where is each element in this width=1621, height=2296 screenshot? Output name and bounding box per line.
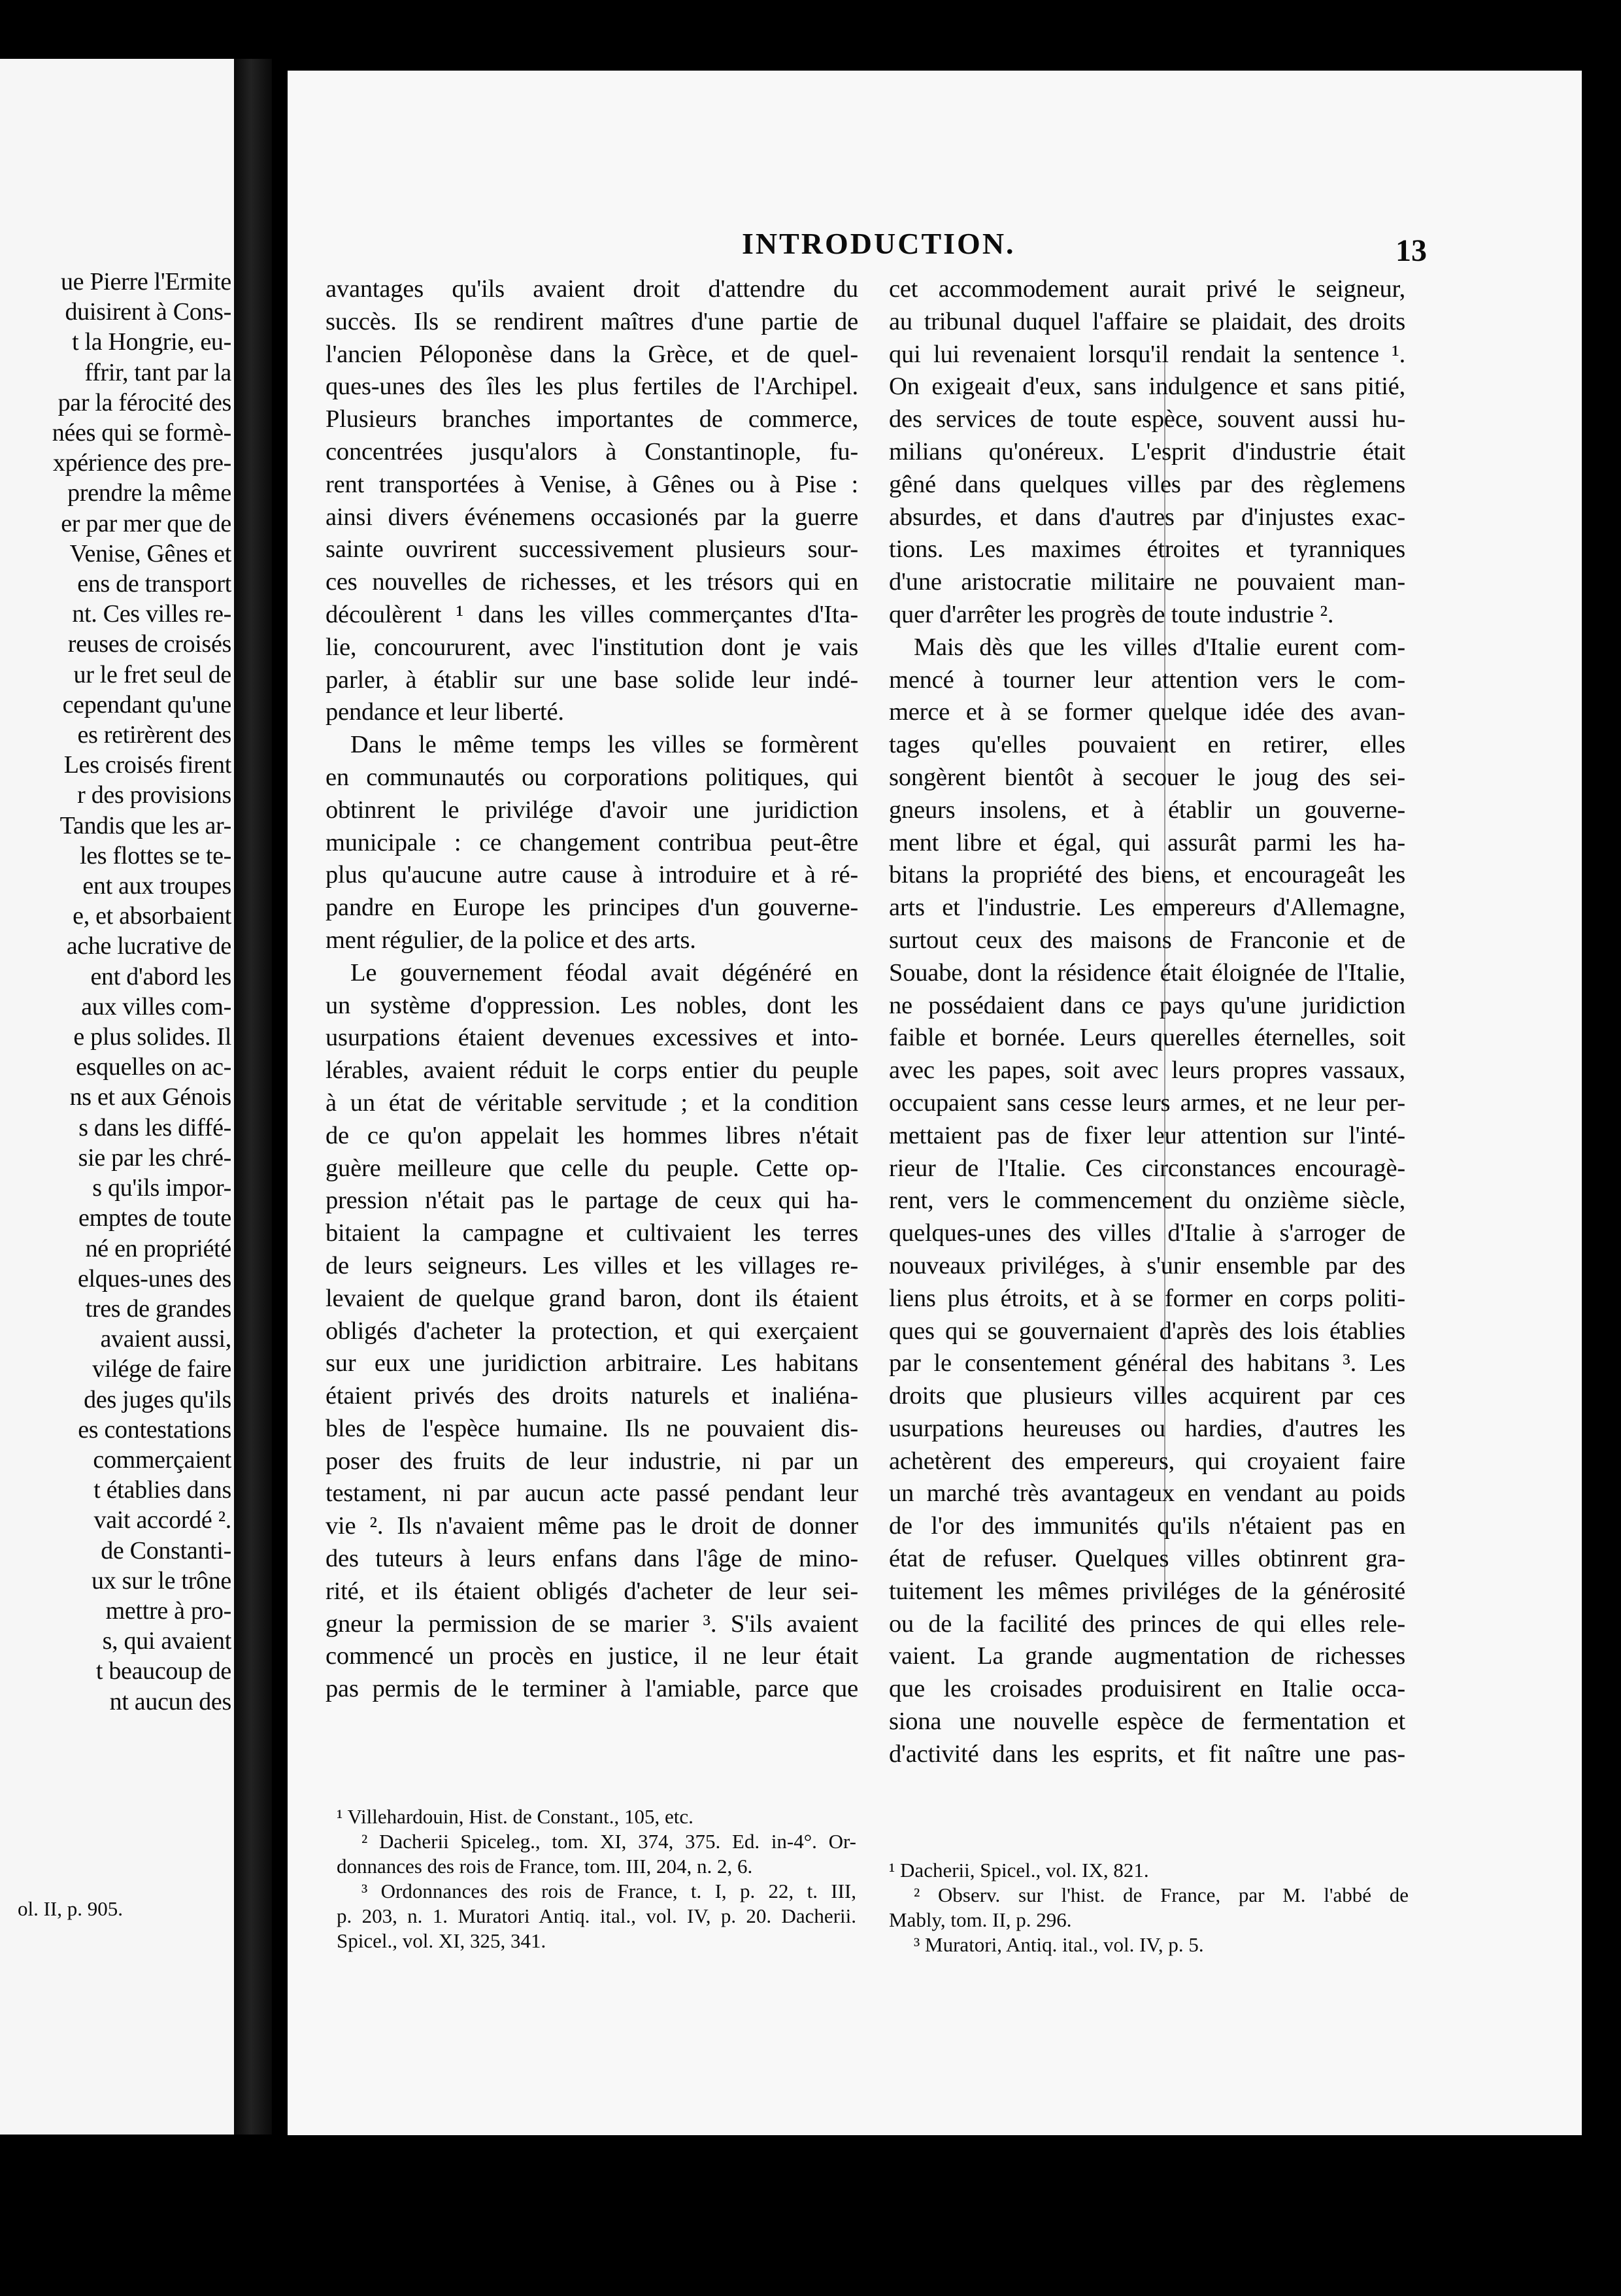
text-line: ques qui se gouvernaient d'après des lois établies	[889, 1317, 1405, 1345]
previous-page-line: ns et aux Génois	[69, 1083, 231, 1111]
text-line: bitans la propriété des biens, et encourageât les	[889, 861, 1405, 889]
text-line: droits que plusieurs villes acquirent par ces	[889, 1382, 1405, 1410]
text-line: lie, concoururent, avec l'institution dont je vais	[326, 633, 858, 661]
previous-page-line: par la férocité des	[58, 388, 231, 416]
text-line: cet accommodement aurait privé le seigneur,	[889, 275, 1405, 303]
previous-page-line: Les croisés firent	[63, 751, 231, 779]
text-line: usurpations heureuses ou hardies, d'autres les	[889, 1414, 1405, 1442]
text-line: vie ². Ils n'avaient même pas le droit de donner	[326, 1512, 858, 1540]
previous-page-line: des juges qu'ils	[84, 1385, 231, 1413]
previous-page-line: e, et absorbaient	[73, 902, 231, 930]
text-line: usurpations étaient devenues excessives et into-	[326, 1024, 858, 1052]
previous-page-line: nt. Ces villes re-	[72, 600, 231, 628]
text-line: siona une nouvelle espèce de fermentation et	[889, 1708, 1405, 1736]
text-line: songèrent bientôt à secouer le joug des sei-	[889, 763, 1405, 791]
text-line: Souabe, dont la résidence était éloignée de l'Italie,	[889, 958, 1405, 987]
text-line: sainte ouvrirent successivement plusieurs sour-	[326, 535, 858, 564]
text-line: au tribunal duquel l'affaire se plaidait, des droits	[889, 307, 1405, 335]
text-line: plus qu'aucune autre cause à introduire et à ré-	[326, 861, 858, 889]
text-line: de l'or des immunités qu'ils n'étaient pas en	[889, 1512, 1405, 1540]
text-line: avantages qu'ils avaient droit d'attendre du	[326, 275, 858, 303]
text-line: Le gouvernement féodal avait dégénéré en	[350, 958, 858, 987]
current-page	[288, 71, 1582, 2135]
text-line: étaient privés des droits naturels et inaliéna-	[326, 1382, 858, 1410]
text-line: municipale : ce changement contribua peut-être	[326, 828, 858, 856]
text-line: qui lui revenaient lorsqu'il rendait la sentence ¹.	[889, 340, 1405, 368]
previous-page-line: de Constanti-	[101, 1536, 231, 1564]
text-line: à un état de véritable servitude ; et la condition	[326, 1089, 858, 1117]
text-line: commencé un procès en justice, il ne leur était	[326, 1642, 858, 1670]
text-line: bitaient la campagne et cultivaient les terres	[326, 1219, 858, 1247]
text-line: absurdes, et dans d'autres par d'injustes exac-	[889, 503, 1405, 531]
text-line: des services de toute espèce, souvent aussi hu-	[889, 405, 1405, 433]
text-line: un marché très avantageux en vendant au poids	[889, 1479, 1405, 1508]
left-column-footnotes	[337, 1804, 856, 1953]
previous-page-line: ur le fret seul de	[73, 660, 231, 688]
previous-page-line: ache lucrative de	[66, 932, 231, 960]
text-line: testament, ni par aucun acte passé pendant leur	[326, 1479, 858, 1508]
text-line: pendance et leur liberté.	[326, 698, 564, 726]
previous-page-line: t la Hongrie, eu-	[72, 328, 231, 356]
text-line: milians qu'onéreux. L'esprit d'industrie était	[889, 437, 1405, 465]
previous-page-line: Tandis que les ar-	[59, 811, 231, 839]
text-line: rent, vers le commencement du onzième siècle,	[889, 1187, 1405, 1215]
previous-page-line: cependant qu'une	[62, 690, 231, 718]
text-line: rité, et ils étaient obligés d'acheter de leur sei-	[326, 1577, 858, 1605]
text-line: obligés d'acheter la protection, et qui exerçaient	[326, 1317, 858, 1345]
previous-page-line: t beaucoup de	[95, 1657, 231, 1685]
previous-page-line: prendre la même	[67, 479, 231, 507]
previous-page-line: nt aucun des	[109, 1687, 231, 1715]
text-line: pression n'était pas le partage de ceux qui ha-	[326, 1187, 858, 1215]
text-line: achetèrent des empereurs, qui croyaient faire	[889, 1447, 1405, 1475]
text-line: liens plus étroits, et à se former en corps politi-	[889, 1284, 1405, 1312]
text-line: faible et bornée. Leurs querelles éternelles, soit	[889, 1024, 1405, 1052]
previous-page-text	[52, 267, 231, 1717]
previous-page-line: es retirèrent des	[77, 721, 231, 749]
text-line: avec les papes, soit avec leurs propres vassaux,	[889, 1056, 1405, 1085]
page-fold-shadow	[234, 59, 272, 2135]
text-line: tages qu'elles pouvaient en retirer, elles	[889, 731, 1405, 759]
previous-page-line: elques-unes des	[77, 1264, 231, 1292]
text-line: merce et à se former quelque idée des avan-	[889, 698, 1405, 726]
previous-page-line: t établies dans	[93, 1476, 231, 1504]
text-line: ment libre et égal, qui assurât parmi les ha-	[889, 828, 1405, 856]
text-line: ques-unes des îles les plus fertiles de l'Archipel.	[326, 373, 858, 401]
footnote-line: donnances des rois de France, tom. III, 204, n. 2, 6.	[337, 1855, 753, 1878]
text-line: ment régulier, de la police et des arts.	[326, 926, 696, 954]
previous-page-line: s dans les diffé-	[78, 1113, 231, 1141]
text-line: état de refuser. Quelques villes obtinrent gra-	[889, 1545, 1405, 1573]
text-line: de ce qu'on appelait les hommes libres n'était	[326, 1121, 858, 1149]
previous-page-line: ens de transport	[77, 570, 231, 598]
previous-page-line: aux villes com-	[81, 992, 231, 1021]
previous-page-line: ffrir, tant par la	[84, 358, 231, 386]
footnote-line: ² Observ. sur l'hist. de France, par M. l'abbé de	[914, 1883, 1409, 1906]
previous-page-line: s qu'ils impor-	[92, 1174, 231, 1202]
text-line: rent transportées à Venise, à Gênes ou à Pise :	[326, 470, 858, 498]
text-line: rieur de l'Italie. Ces circonstances encouragè-	[889, 1154, 1405, 1182]
text-line: arts et l'industrie. Les empereurs d'Allemagne,	[889, 894, 1405, 922]
text-line: obtinrent le privilége d'avoir une juridiction	[326, 796, 858, 824]
text-line: Dans le même temps les villes se formèrent	[350, 731, 858, 759]
text-line: Mais dès que les villes d'Italie eurent com-	[914, 633, 1405, 661]
previous-page-footnote: ol. II, p. 905.	[17, 1897, 123, 1920]
text-line: nouveaux priviléges, à s'unir ensemble par des	[889, 1251, 1405, 1279]
right-column-footnotes	[889, 1858, 1409, 1957]
footnote-line: Spicel., vol. XI, 325, 341.	[337, 1929, 546, 1952]
previous-page-line: ent d'abord les	[90, 962, 231, 990]
text-line: guère meilleure que celle du peuple. Cette op-	[326, 1154, 858, 1182]
footnote-line: p. 203, n. 1. Muratori Antiq. ital., vol. IV, p. 20. Dacherii.	[337, 1904, 856, 1927]
text-line: tions. Les maximes étroites et tyranniques	[889, 535, 1405, 564]
text-line: gêné dans quelques villes par des règlemens	[889, 470, 1405, 498]
text-line: concentrées jusqu'alors à Constantinople, fu-	[326, 437, 858, 465]
text-line: ou de la facilité des princes de qui elles rele-	[889, 1610, 1405, 1638]
text-line: quer d'arrêter les progrès de toute industrie ².	[889, 600, 1334, 628]
text-line: Plusieurs branches importantes de commerce,	[326, 405, 858, 433]
footnote-line: Mably, tom. II, p. 296.	[889, 1908, 1072, 1931]
text-line: sur eux une juridiction arbitraire. Les habitans	[326, 1349, 858, 1377]
text-line: par le consentement général des habitans ³. Les	[889, 1349, 1405, 1377]
previous-page-line: es contestations	[78, 1415, 231, 1443]
previous-page-line: vilége de faire	[92, 1355, 231, 1383]
text-line: pas permis de le terminer à l'amiable, parce que	[326, 1675, 858, 1703]
footnote-line: ¹ Dacherii, Spicel., vol. IX, 821.	[889, 1859, 1149, 1882]
text-line: l'ancien Péloponèse dans la Grèce, et de quel-	[326, 340, 858, 368]
text-line: pandre en Europe les principes d'un gouverne-	[326, 894, 858, 922]
footnote-line: ¹ Villehardouin, Hist. de Constant., 105, etc.	[337, 1805, 694, 1828]
previous-page-line: avaient aussi,	[100, 1325, 231, 1353]
previous-page-line: e plus solides. Il	[73, 1023, 231, 1051]
previous-page-line: r des provisions	[77, 781, 231, 809]
previous-page-line: les flottes se te-	[79, 841, 231, 869]
text-line: un système d'oppression. Les nobles, dont les	[326, 991, 858, 1019]
running-title: INTRODUCTION.	[742, 227, 1016, 260]
previous-page-line: mettre à pro-	[105, 1596, 231, 1625]
previous-page-line: xpérience des pre-	[52, 449, 231, 477]
previous-page-line: ue Pierre l'Ermite	[60, 268, 231, 295]
text-line: vaient. La grande augmentation de richesses	[889, 1642, 1405, 1670]
text-line: parler, à établir sur une base solide leur indé-	[326, 666, 858, 694]
previous-page-line: ent aux troupes	[82, 872, 231, 900]
left-column-text	[326, 273, 858, 1706]
text-line: quelques-unes des villes d'Italie à s'arroger de	[889, 1219, 1405, 1247]
text-line: gneurs insolens, et à établir un gouverne-	[889, 796, 1405, 824]
previous-page-line: emptes de toute	[78, 1204, 231, 1232]
text-line: occupaient sans cesse leurs armes, et ne leur per-	[889, 1089, 1405, 1117]
text-line: mencé à tourner leur attention vers le com-	[889, 666, 1405, 694]
text-line: tuitement les mêmes priviléges de la générosité	[889, 1577, 1405, 1605]
text-line: ne possédaient dans ce pays qu'une juridiction	[889, 991, 1405, 1019]
right-column-text	[889, 273, 1405, 1771]
text-line: levaient de quelque grand baron, dont ils étaient	[326, 1284, 858, 1312]
text-line: que les croisades produisirent en Italie occa-	[889, 1675, 1405, 1703]
footnote-line: ² Dacherii Spiceleg., tom. XI, 374, 375. Ed. in-4°. Or-	[361, 1830, 856, 1853]
page-number: 13	[1395, 233, 1427, 268]
text-line: On exigeait d'eux, sans indulgence et sans pitié,	[889, 373, 1405, 401]
previous-page-line: sie par les chré-	[78, 1143, 231, 1172]
text-line: des tuteurs à leurs enfans dans l'âge de mino-	[326, 1545, 858, 1573]
text-line: surtout ceux des maisons de Franconie et de	[889, 926, 1405, 954]
text-line: poser des fruits de leur industrie, ni par un	[326, 1447, 858, 1475]
footnote-line: ³ Ordonnances des rois de France, t. I, p. 22, t. III,	[361, 1880, 856, 1902]
previous-page-line: duisirent à Cons-	[65, 298, 231, 326]
previous-page-line: nées qui se formè-	[52, 419, 231, 447]
text-line: en communautés ou corporations politiques, qui	[326, 763, 858, 791]
previous-page-line: esquelles on ac-	[76, 1053, 231, 1081]
previous-page-line: tres de grandes	[85, 1294, 231, 1323]
previous-page	[0, 59, 234, 2135]
text-line: ainsi divers événemens occasionés par la guerre	[326, 503, 858, 531]
text-line: d'une aristocratie militaire ne pouvaient man-	[889, 568, 1405, 596]
previous-page-line: commerçaient	[93, 1445, 231, 1474]
previous-page-line: reuses de croisés	[67, 630, 231, 658]
text-line: lérables, avaient réduit le corps entier du peuple	[326, 1056, 858, 1085]
previous-page-line: er par mer que de	[61, 509, 231, 537]
previous-page-line: ux sur le trône	[92, 1566, 231, 1595]
previous-page-line: vait accordé ².	[93, 1506, 231, 1534]
text-line: ces nouvelles de richesses, et les trésors qui en	[326, 568, 858, 596]
text-line: de leurs seigneurs. Les villes et les villages re-	[326, 1251, 858, 1279]
text-line: bles de l'espèce humaine. Ils ne pouvaient dis-	[326, 1414, 858, 1442]
text-line: découlèrent ¹ dans les villes commerçantes d'Ita-	[326, 600, 858, 628]
previous-page-line: s, qui avaient	[102, 1627, 231, 1655]
previous-page-line: Venise, Gênes et	[69, 539, 231, 567]
footnote-line: ³ Muratori, Antiq. ital., vol. IV, p. 5.	[914, 1933, 1204, 1956]
text-line: mettaient pas de fixer leur attention sur l'inté-	[889, 1121, 1405, 1149]
text-line: succès. Ils se rendirent maîtres d'une partie de	[326, 307, 858, 335]
text-line: gneur la permission de se marier ³. S'ils avaient	[326, 1610, 858, 1638]
text-line: d'activité dans les esprits, et fit naître une pas-	[889, 1740, 1405, 1768]
previous-page-line: né en propriété	[85, 1234, 231, 1262]
